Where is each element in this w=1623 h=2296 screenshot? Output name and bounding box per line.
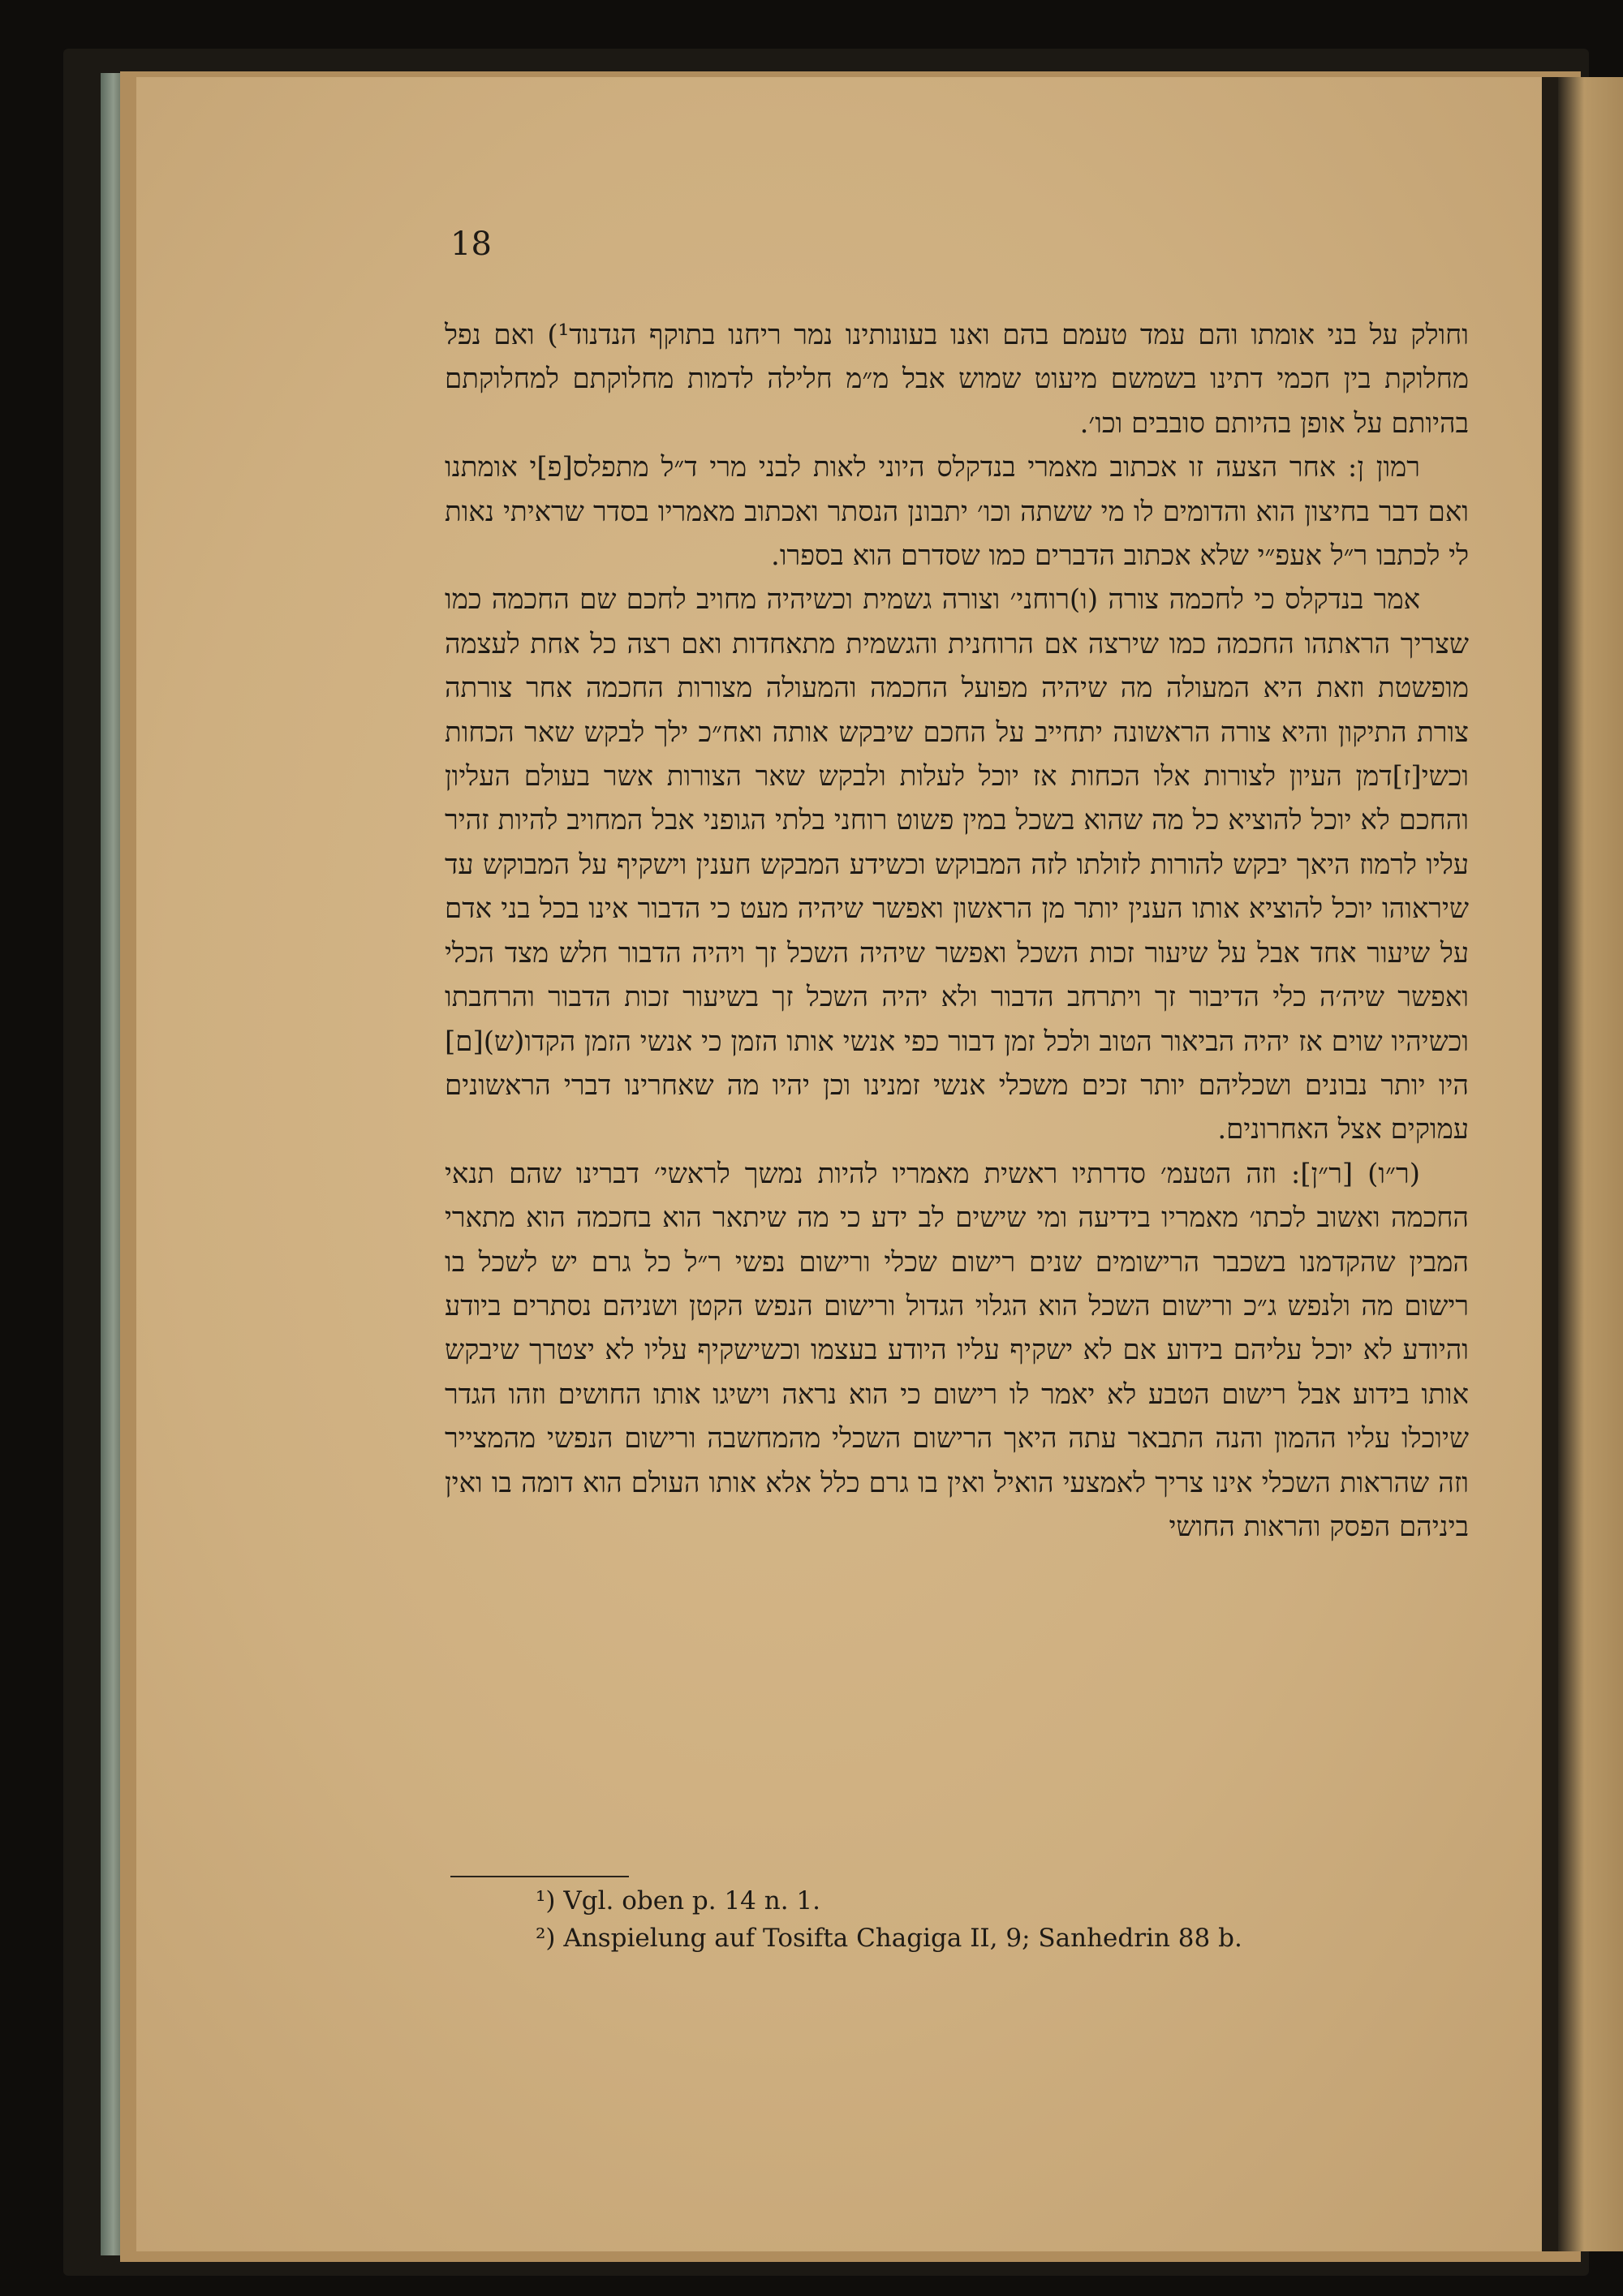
main-text — [445, 313, 1469, 1549]
page-edge — [101, 73, 122, 2255]
page-gutter — [1542, 77, 1560, 2251]
footnotes — [536, 1882, 1428, 1957]
paragraph: וחולק על בני אומתו והם עמד טעמם בהם ואנו בעונותינו נמר ריחנו בתוקף הנדנוד¹) ואם נפל מחלוקת בין חכמי דתינו בשמשם מיעוט שמוש אבל מ״מ חלילה לדמות מחלוקתם למחלוקתם בהיותם על אופן בהיותם סובבים וכו׳. — [445, 319, 1469, 440]
footnote: ²) Anspielung auf Tosifta Chagiga II, 9; Sanhedrin 88 b. — [536, 1924, 1242, 1953]
paragraph: אמר בנדקלס כי לחכמה צורה (ו)רוחני׳ וצורה גשמית וכשיהיה מחויב לחכם שם החכמה כמו שצריך הראתהו החכמה כמו שירצה אם הרוחנית והגשמית מתאחדות ואם רצה כל אחת לעצמה מופשטת וזאת היא המעולה מה שיהיה מפועל החכמה והמעולה מצורות החכמה אחר צורתה צורת התיקון והיא צורה הראשונה יתחייב על החכם שיבקש אותה ואח״כ ילך לבקש שאר הכחות וכשי[ז]דמן העיון לצורות אלו הכחות אז יוכל לעלות ולבקש שאר הצורות אשר בעולם העליון והחכם לא יוכל להוציא כל מה שהוא בשכל במין פשוט רוחני בלתי הגופני אבל המחויב להיות זהיר עליו לרמוז היאך יבקש להורות לזולתו לזה המבוקש וכשידע המבקש חענין וישקיף על המבוקש עד שיראוהו יוכל להוציא אותו הענין יותר מן הראשון ואפשר שיהיה מעט כי הדבור אינו בכל בני אדם על שיעור אחד אבל על שיעור זכות השכל ואפשר שיהיה השכל זך ויהיה הדבור חלש מצד הכלי ואפשר שיה׳ה כלי הדיבור זך ויתרחב הדבור ולא יהיה השכל זך בשיעור זכות הדבור והרחבתו וכשיהיו שוים אז יהיה הביאור הטוב ולכל זמן דבור כפי אנשי אותו הזמן כי אנשי הזמן הקדו(ש)[ם] היו יותר נבונים ושכליהם יותר זכים משכלי אנשי זמנינו וכן יהיו מה שאחרינו דברי הראשונים עמוקים אצל האחרונים. — [445, 583, 1469, 1146]
footnote-divider — [450, 1876, 629, 1877]
paragraph: רמון ן: אחר הצעה זו אכתוב מאמרי בנדקלס היוני לאות לבני מרי ד״ל מתפלס[פ]י אומתנו ואם דבר בחיצון הוא והדומים לו מי ששתה וכו׳ יתבונן הנסתר ואכתוב מאמריו בסדר שראיתי נאות לי לכתבו ר״ל אעפ״י שלא אכתוב הדברים כמו שסדרם הוא בספרו. — [445, 451, 1469, 573]
torn-page-edge — [1558, 77, 1623, 2251]
footnote: ¹) Vgl. oben p. 14 n. 1. — [536, 1886, 821, 1915]
page-number: 18 — [450, 226, 492, 263]
paragraph: (ר״ו) [ר״ן]: וזה הטעמ׳ סדרתיו ראשית מאמריו להיות נמשך לראשי׳ דברינו שהם תנאי החכמה ואשוב לכתו׳ מאמריו בידיעה ומי שישים לב ידע כי מה שיתאר הוא בחכמה הוא מתארי המבין שהקדמנו בשכבר הרישומים שנים רישום שכלי ורישום נפשי ר״ל כל גרם יש לשכל בו רישום מה ולנפש ג״כ ורישום השכל הוא הגלוי הגדול ורישום הנפש הקטן ושניהם נסתרים ביודע והיודע לא יוכל עליהם בידוע אם לא ישקיף עליו היודע בעצמו וכשישקיף עליו לא יצטרך שיבקש אותו בידוע אבל רישום הטבע לא יאמר לו רישום כי הוא נראה וישיגו אותו החושים וזהו הגדר שיוכלו עליו ההמון והנה התבאר עתה היאך הרישום השכלי מהמחשבה ורישום הנפשי מהמצייר וזה שהראות השכלי אינו צריך לאמצעי הואיל ואין בו גרם כלל אלא אותו העולם הוא דומה בו ואין ביניהם הפסק והראות החושי — [445, 1157, 1469, 1543]
